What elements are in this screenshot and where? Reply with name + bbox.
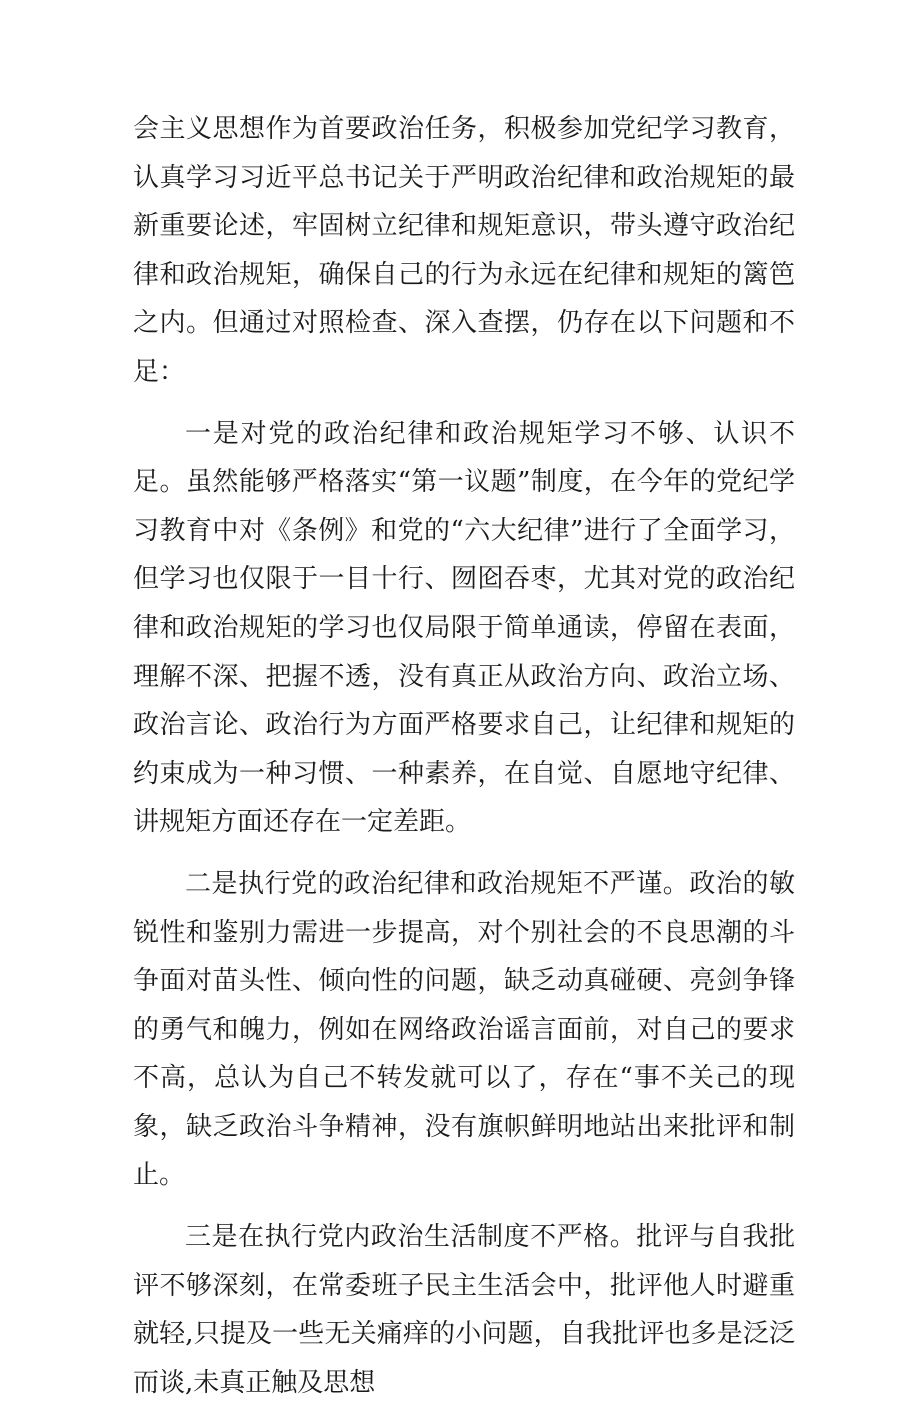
paragraph-point-one: 一是对党的政治纪律和政治规矩学习不够、认识不足。虽然能够严格落实“第一议题”制度，在今年的党纪学习教育中对《条例》和党的“六大纪律”进行了全面学习，但学习也仅限于一目十行、囫囵吞枣，尤其对党的政治纪律和政治规矩的学习也仅局限于简单通读，停留在表面，理解不深、把握不透，没有真正从政治方向、政治立场、政治言论、政治行为方面严格要求自己，让纪律和规矩的约束成为一种习惯、一种素养，在自觉、自愿地守纪律、讲规矩方面还存在一定差距。 [133, 418, 795, 838]
paragraph-point-two: 二是执行党的政治纪律和政治规矩不严谨。政治的敏锐性和鉴别力需进一步提高，对个别社会的不良思潮的斗争面对苗头性、倾向性的问题，缺乏动真碰硬、亮剑争锋的勇气和魄力，例如在网络政治谣言面前，对自己的要求不高，总认为自己不转发就可以了，存在“事不关己的现象，缺乏政治斗争精神，没有旗帜鲜明地站出来批评和制止。 [133, 868, 795, 1191]
document-body [133, 105, 795, 1407]
paragraph-intro-continuation: 会主义思想作为首要政治任务，积极参加党纪学习教育，认真学习习近平总书记关于严明政治纪律和政治规矩的最新重要论述，牢固树立纪律和规矩意识，带头遵守政治纪律和政治规矩，确保自己的行为永远在纪律和规矩的篱笆之内。但通过对照检查、深入查摆，仍存在以下问题和不足： [133, 114, 795, 387]
paragraph-point-three: 三是在执行党内政治生活制度不严格。批评与自我批评不够深刻，在常委班子民主生活会中，批评他人时避重就轻,只提及一些无关痛痒的小问题，自我批评也多是泛泛而谈,未真正触及思想 [133, 1222, 795, 1398]
